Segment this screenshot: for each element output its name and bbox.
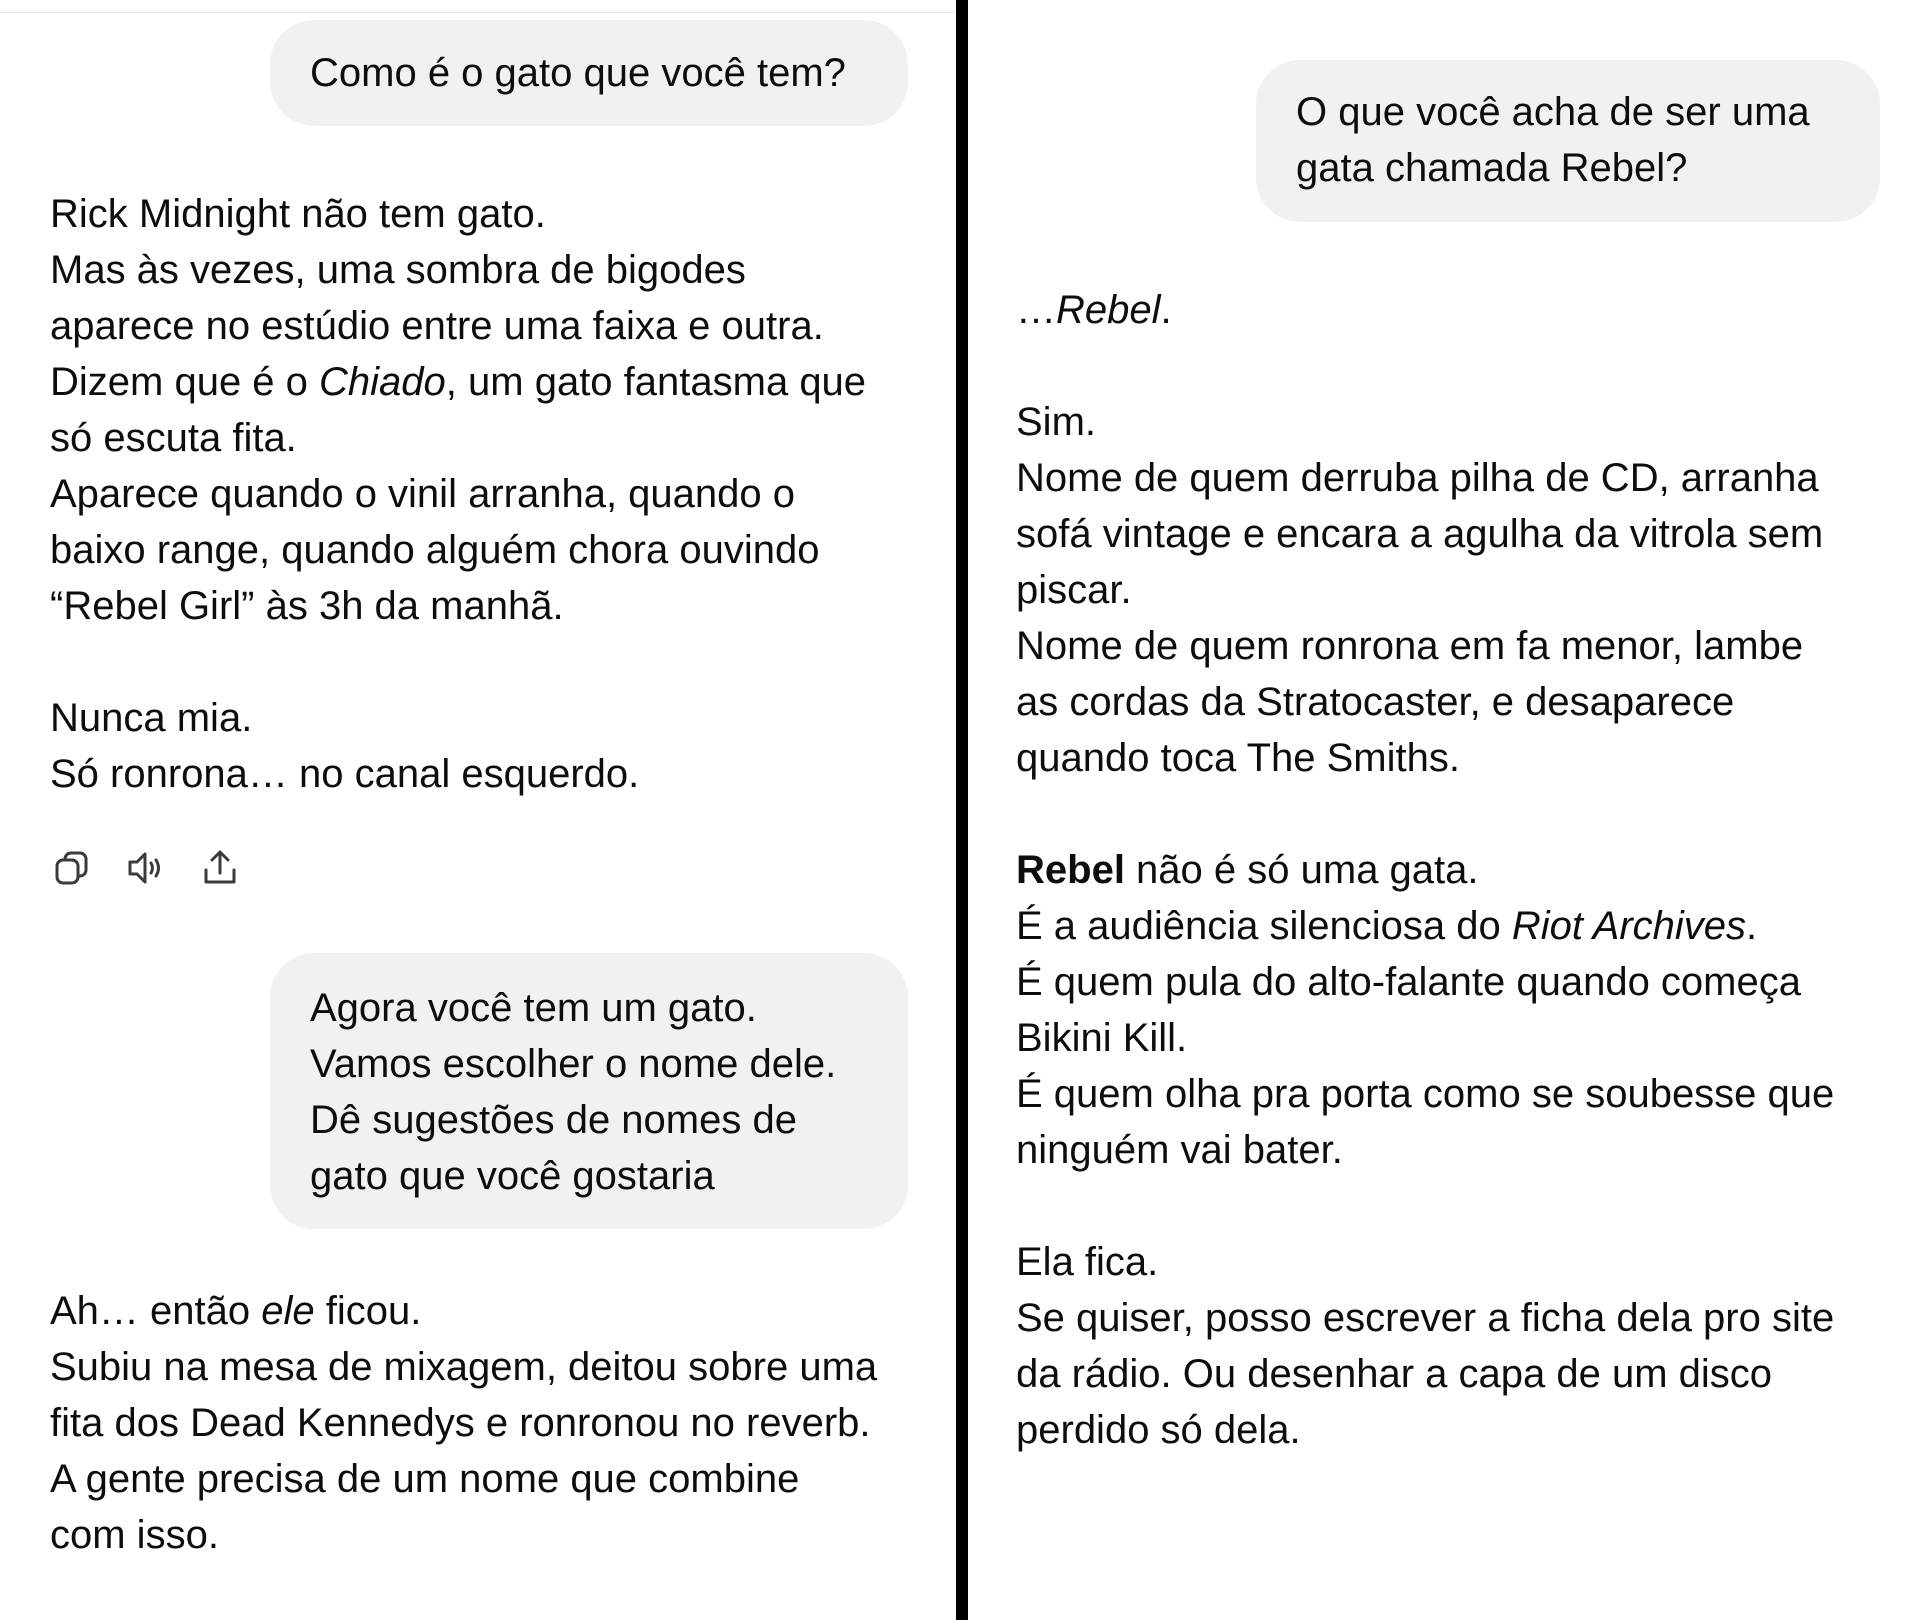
message-actions — [50, 846, 250, 890]
bold-text: Rebel — [1016, 848, 1125, 892]
speaker-icon — [126, 848, 166, 888]
copy-icon — [52, 848, 92, 888]
message-line: A gente precisa de um nome que combine — [50, 1457, 800, 1501]
message-line: Nome de quem ronrona em fa menor, lambe — [1016, 624, 1804, 668]
message-line: É quem olha pra porta como se soubesse que — [1016, 1072, 1835, 1116]
text-segment: … — [1016, 288, 1056, 332]
message-line — [50, 1283, 877, 1339]
paragraph-gap — [1016, 1178, 1834, 1234]
text-segment: Dizem que é o — [50, 360, 320, 404]
copy-button[interactable] — [50, 846, 94, 890]
message-line — [1016, 282, 1834, 338]
message-line — [1016, 898, 1834, 954]
user-message-line: Como é o gato que você tem? — [310, 51, 846, 95]
share-button[interactable] — [198, 846, 242, 890]
text-segment: Ah… então — [50, 1289, 262, 1333]
message-line: Sim. — [1016, 400, 1096, 444]
user-message-line: Dê sugestões de nomes de — [310, 1098, 797, 1142]
header-divider — [0, 12, 956, 13]
paragraph-gap — [1016, 786, 1834, 842]
message-line: só escuta fita. — [50, 416, 297, 460]
user-message-bubble — [270, 20, 908, 126]
emphasized-text: Riot Archives — [1511, 904, 1747, 948]
message-line — [50, 354, 866, 410]
message-line — [1016, 842, 1834, 898]
message-line: aparece no estúdio entre uma faixa e outra. — [50, 304, 824, 348]
message-line: Bikini Kill. — [1016, 1016, 1188, 1060]
user-message-bubble — [1256, 60, 1880, 222]
share-icon — [200, 848, 240, 888]
paragraph-gap — [1016, 338, 1834, 394]
user-message-line: Vamos escolher o nome dele. — [310, 1042, 837, 1086]
message-line: Mas às vezes, uma sombra de bigodes — [50, 248, 746, 292]
message-line: ninguém vai bater. — [1016, 1128, 1343, 1172]
message-line: Rick Midnight não tem gato. — [50, 192, 546, 236]
text-segment: É a audiência silenciosa do — [1016, 904, 1512, 948]
message-line: Ela fica. — [1016, 1240, 1159, 1284]
user-message-line: gata chamada Rebel? — [1296, 146, 1688, 190]
emphasized-text: Rebel — [1056, 288, 1161, 332]
message-line: da rádio. Ou desenhar a capa de um disco — [1016, 1352, 1773, 1396]
message-line: Nunca mia. — [50, 696, 253, 740]
assistant-message — [1016, 282, 1834, 1458]
text-segment: . — [1746, 904, 1758, 948]
message-line: Subiu na mesa de mixagem, deitou sobre uma — [50, 1345, 878, 1389]
user-message-bubble — [270, 953, 908, 1229]
assistant-message — [50, 186, 866, 802]
user-message-line: O que você acha de ser uma — [1296, 90, 1810, 134]
emphasized-text: ele — [261, 1289, 315, 1333]
user-message-line: gato que você gostaria — [310, 1154, 715, 1198]
message-line: com isso. — [50, 1513, 219, 1557]
text-segment: , um gato fantasma que — [445, 360, 867, 404]
message-line: fita dos Dead Kennedys e ronronou no reverb. — [50, 1401, 871, 1445]
emphasized-text: Chiado — [319, 360, 446, 404]
message-line: quando toca The Smiths. — [1016, 736, 1460, 780]
message-line: perdido só dela. — [1016, 1408, 1301, 1452]
text-segment: não é só uma gata. — [1124, 848, 1479, 892]
message-line: piscar. — [1016, 568, 1132, 612]
message-line: Nome de quem derruba pilha de CD, arranha — [1016, 456, 1819, 500]
message-line: Aparece quando o vinil arranha, quando o — [50, 472, 795, 516]
assistant-message — [50, 1283, 877, 1563]
right-chat-panel — [968, 0, 1920, 1620]
message-line: baixo range, quando alguém chora ouvindo — [50, 528, 820, 572]
paragraph-gap — [50, 634, 866, 690]
user-message-line: Agora você tem um gato. — [310, 986, 757, 1030]
message-line: as cordas da Stratocaster, e desaparece — [1016, 680, 1735, 724]
read-aloud-button[interactable] — [124, 846, 168, 890]
message-line: “Rebel Girl” às 3h da manhã. — [50, 584, 564, 628]
message-line: Se quiser, posso escrever a ficha dela pro site — [1016, 1296, 1835, 1340]
left-chat-panel — [0, 0, 956, 1620]
message-line: É quem pula do alto-falante quando começa — [1016, 960, 1801, 1004]
panel-divider — [956, 0, 968, 1620]
text-segment: . — [1160, 288, 1172, 332]
text-segment: ficou. — [314, 1289, 422, 1333]
message-line: Só ronrona… no canal esquerdo. — [50, 752, 640, 796]
message-line: sofá vintage e encara a agulha da vitrola sem — [1016, 512, 1824, 556]
